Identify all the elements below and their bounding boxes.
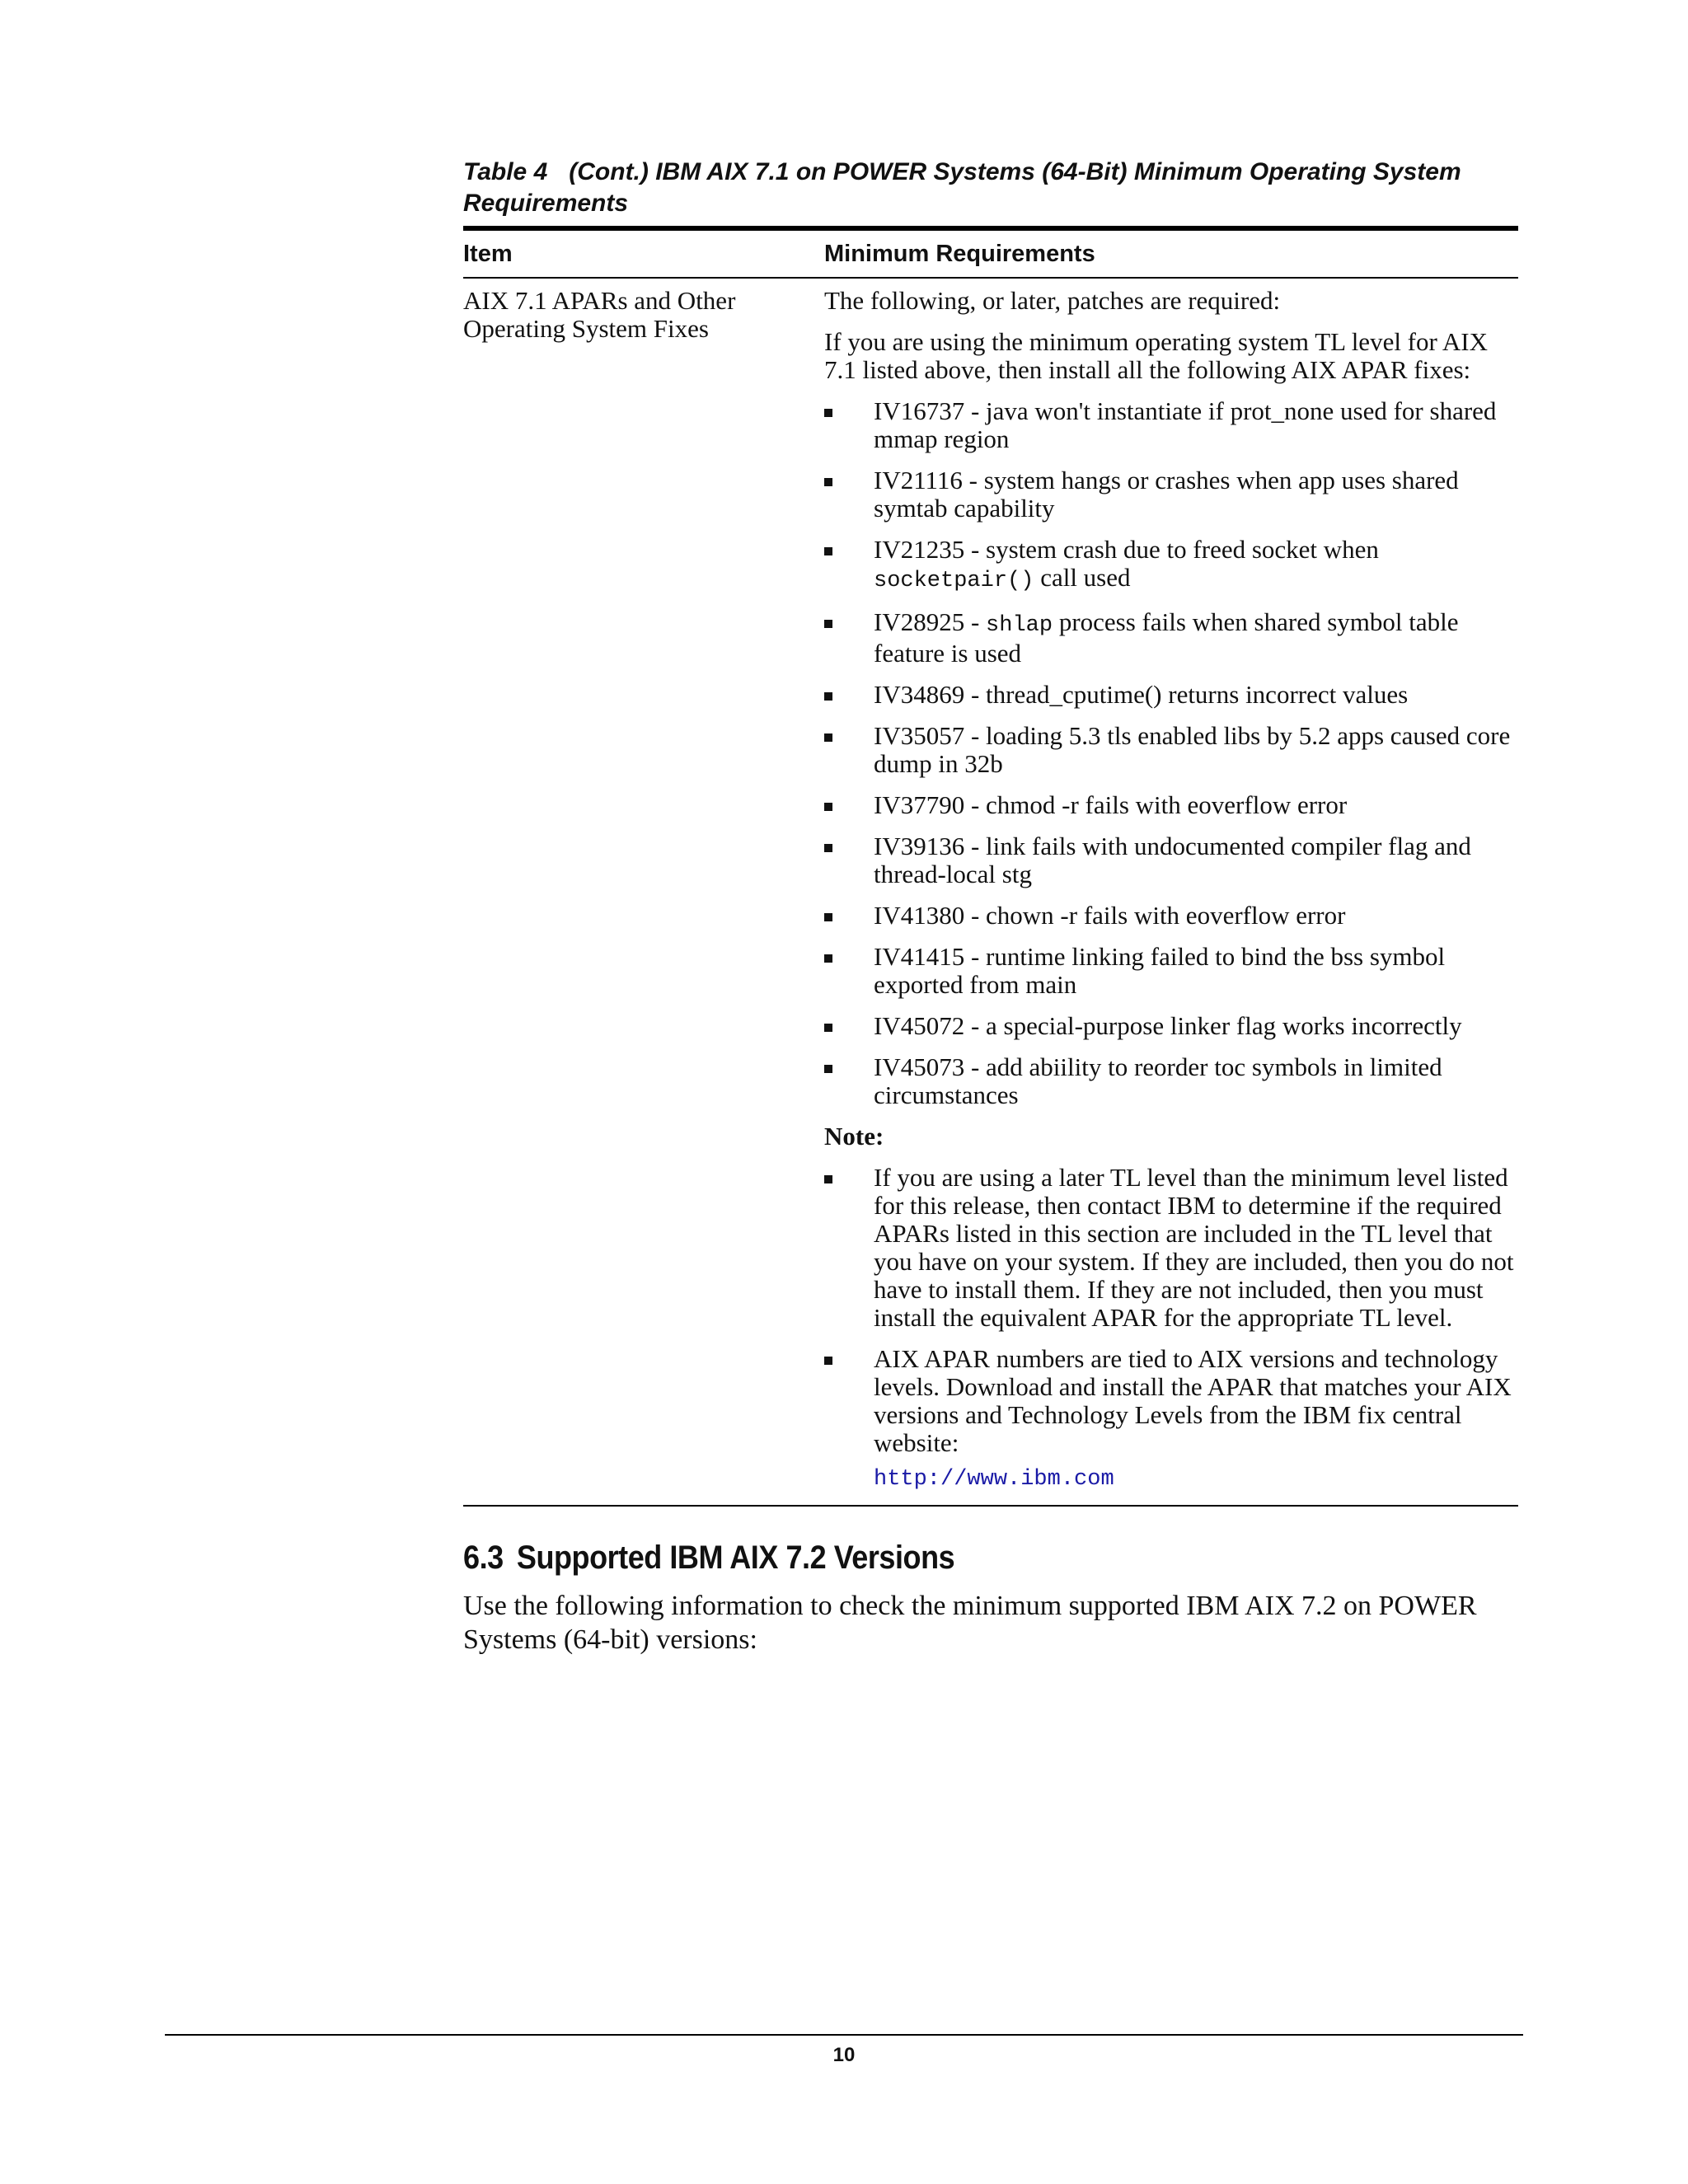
- apar-text: IV16737 - java won't instantiate if prot_none used for shared mmap region: [874, 396, 1497, 453]
- apar-list: [824, 397, 1518, 1109]
- apar-item: [824, 681, 1517, 709]
- apar-item: [824, 832, 1517, 888]
- section-number: 6.3: [463, 1540, 504, 1576]
- apar-item: [824, 608, 1517, 668]
- section-title: Supported IBM AIX 7.2 Versions: [516, 1540, 955, 1576]
- note-label: Note:: [824, 1122, 884, 1151]
- apar-item: [824, 1053, 1517, 1109]
- square-bullet-icon: [824, 1065, 832, 1073]
- apar-text: IV28925 -: [874, 607, 987, 636]
- apar-text: IV21235 - system crash due to freed socket when: [874, 535, 1379, 564]
- table-caption-label: Table 4: [463, 158, 548, 185]
- note-item: [824, 1164, 1517, 1332]
- footer-rule: [165, 2034, 1523, 2036]
- apar-text: IV41415 - runtime linking failed to bind the bss symbol exported from main: [874, 942, 1446, 999]
- square-bullet-icon: [824, 1024, 832, 1032]
- apar-text: call used: [1034, 563, 1131, 592]
- apar-text: IV35057 - loading 5.3 tls enabled libs by 5.2 apps caused core dump in 32b: [874, 721, 1511, 778]
- square-bullet-icon: [824, 1357, 832, 1365]
- square-bullet-icon: [824, 913, 832, 921]
- table-header-row: [463, 231, 1518, 279]
- apar-item: [824, 722, 1517, 778]
- table-caption-title: (Cont.) IBM AIX 7.1 on POWER Systems (64-Bit) Minimum Operating System Requirements: [463, 158, 1461, 217]
- apar-item: [824, 1012, 1517, 1040]
- section-heading: [463, 1538, 1413, 1577]
- apar-text: IV39136 - link fails with undocumented compiler flag and thread-local stg: [874, 832, 1471, 888]
- requirements-intro: The following, or later, patches are required:: [824, 286, 1281, 315]
- apar-item: [824, 536, 1517, 595]
- row-item-cell: [463, 287, 824, 1497]
- apar-text: process fails when shared symbol table feature is used: [874, 607, 1459, 668]
- apar-item: [824, 397, 1517, 453]
- apar-item: [824, 902, 1517, 930]
- square-bullet-icon: [824, 803, 832, 811]
- table-caption: [463, 157, 1518, 219]
- note-list: [824, 1164, 1518, 1457]
- apar-text: IV45072 - a special-purpose linker flag works incorrectly: [874, 1011, 1462, 1040]
- square-bullet-icon: [824, 733, 832, 742]
- section-body: Use the following information to check the minimum supported IBM AIX 7.2 on POWER Systems (64-bit) versions:: [463, 1591, 1477, 1655]
- header-item: Item: [463, 240, 513, 267]
- apar-text: IV37790 - chmod -r fails with eoverflow error: [874, 790, 1348, 819]
- apar-code: shlap: [986, 613, 1053, 638]
- header-requirements: Minimum Requirements: [824, 240, 1095, 267]
- apar-item: [824, 466, 1517, 523]
- row-requirements-cell: [824, 287, 1518, 1497]
- square-bullet-icon: [824, 844, 832, 852]
- note-text: If you are using a later TL level than the minimum level listed for this release, then contact IBM to determine if the required APARs listed in this section are included in the TL level that you have on your system. If they are included, then you do not have to install them. If they are not included, then you must install the equivalent APAR for the appropriate TL level.: [874, 1163, 1514, 1332]
- apar-item: [824, 943, 1517, 999]
- note-text: AIX APAR numbers are tied to AIX versions and technology levels. Download and install the APAR that matches your AIX versions and Technology Levels from the IBM fix central website:: [874, 1344, 1512, 1457]
- square-bullet-icon: [824, 478, 832, 486]
- page-number: 10: [832, 2044, 856, 2066]
- ibm-link[interactable]: http://www.ibm.com: [874, 1467, 1114, 1492]
- apar-text: IV41380 - chown -r fails with eoverflow error: [874, 901, 1346, 930]
- apar-code: socketpair(): [874, 569, 1034, 593]
- square-bullet-icon: [824, 547, 832, 555]
- square-bullet-icon: [824, 692, 832, 701]
- square-bullet-icon: [824, 409, 832, 417]
- apar-item: [824, 791, 1517, 819]
- row-item-text: AIX 7.1 APARs and Other Operating System Fixes: [463, 286, 736, 343]
- requirements-paragraph: If you are using the minimum operating system TL level for AIX 7.1 listed above, then install all the following AIX APAR fixes:: [824, 327, 1488, 384]
- apar-text: IV21116 - system hangs or crashes when app uses shared symtab capability: [874, 466, 1459, 523]
- table-row: [463, 279, 1518, 1507]
- apar-text: IV34869 - thread_cputime() returns incorrect values: [874, 680, 1409, 709]
- apar-text: IV45073 - add abiility to reorder toc symbols in limited circumstances: [874, 1052, 1442, 1109]
- square-bullet-icon: [824, 954, 832, 963]
- note-item: [824, 1345, 1517, 1457]
- square-bullet-icon: [824, 620, 832, 628]
- page-content: [463, 157, 1518, 1657]
- square-bullet-icon: [824, 1175, 832, 1183]
